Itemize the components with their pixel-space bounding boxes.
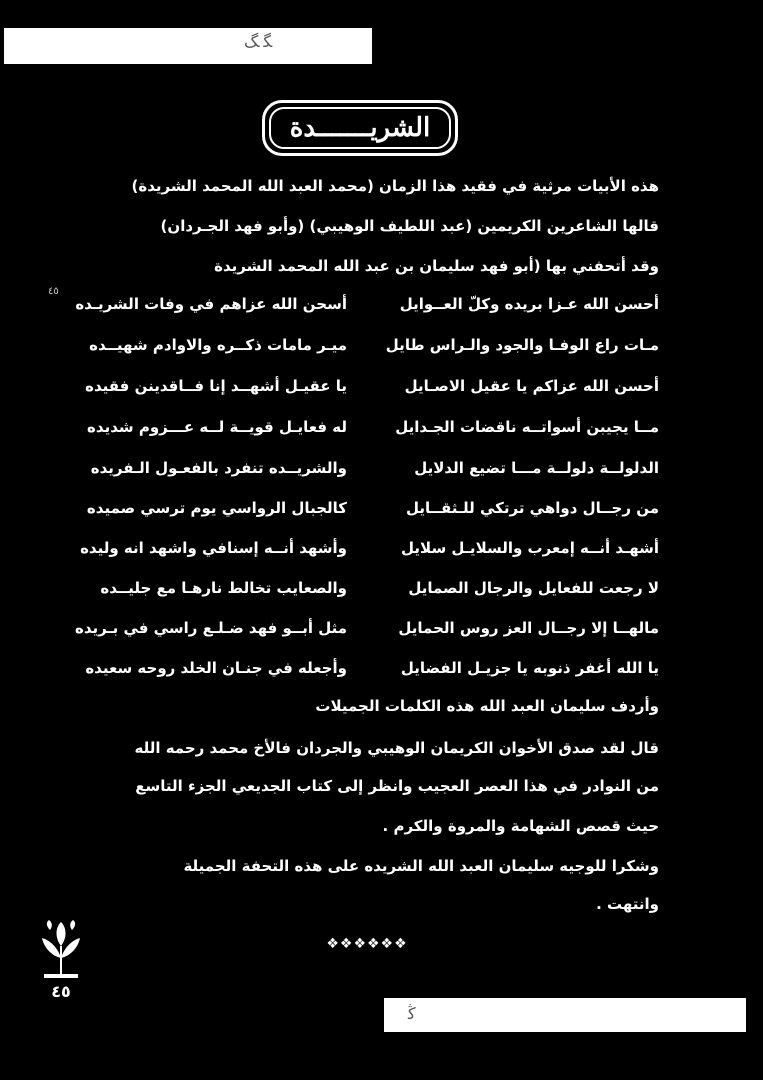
- outro-line: وشكرا للوجيه سليمان العبد الله الشريده على هذه التحفة الجميلة: [183, 857, 659, 875]
- verse-first-half: مالهــا إلا رجــال العز روس الحمايل: [398, 619, 659, 637]
- verse-first-half: أحسن الله عزاكم يا عقيل الاصـايل: [404, 377, 659, 395]
- verse-first-half: لا رجعت للفعايل والرجال الصمايل: [408, 579, 659, 597]
- verse-row: [56, 616, 659, 646]
- outro-line: حيث قصص الشهامة والمروة والكرم .: [382, 817, 659, 835]
- verse-second-half: ميـر مامات ذكــره والاوادم شهيــده: [89, 336, 347, 354]
- verse-second-half: أسحن الله عزاهم في وفات الشريـده: [75, 295, 347, 313]
- margin-mark: ٤٥: [48, 286, 59, 297]
- scan-strip-bottom: [384, 998, 746, 1032]
- verse-second-half: والشريــده تنفرد بالفعـول الـفريده: [90, 459, 347, 477]
- ornament-divider: ❖❖❖❖❖❖: [326, 936, 408, 952]
- title-frame: [262, 100, 458, 156]
- verse-first-half: أحسن الله عـزا بريده وكلّ العــوايل: [399, 295, 659, 313]
- outro-line: وانتهت .: [596, 895, 659, 913]
- plant-icon: [38, 918, 84, 982]
- verse-second-half: يا عقيـل أشهــد إنا فــاقدينن فقيده: [85, 377, 347, 395]
- scan-strip-top: [4, 28, 372, 64]
- verse-first-half: الدلولــة دلولــة مـــا تضيع الدلايل: [414, 459, 659, 477]
- verse-row: [56, 292, 659, 322]
- intro-line: وقد أتحفني بها (أبو فهد سليمان بن عبد الله المحمد الشريدة: [214, 257, 659, 275]
- verse-row: [56, 374, 659, 404]
- verse-row: [56, 536, 659, 566]
- verse-first-half: أشهـد أنــه إمعرب والسلايـل سلايل: [401, 539, 659, 557]
- intro-line: هذه الأبيات مرثية في فقيد هذا الزمان (محمد العبد الله المحمد الشريدة): [131, 177, 659, 195]
- verse-row: [56, 456, 659, 486]
- page-number: ٤٥: [51, 982, 71, 1001]
- verse-first-half: مـات راع الوفـا والجود والـراس طايل: [385, 336, 659, 354]
- verse-second-half: له فعايـل قويــة لــه عـــزوم شديده: [87, 418, 347, 436]
- verse-row: [56, 496, 659, 526]
- verse-row: [56, 333, 659, 363]
- verse-first-half: من رجــال دواهي ترتكي للـثقــايل: [406, 499, 659, 517]
- verse-second-half: وأجعله في جنـان الخلد روحه سعيده: [85, 659, 347, 677]
- verse-second-half: مثل أبــو فهد ضـلـع راسي في بـريده: [74, 619, 347, 637]
- verse-second-half: كالجبال الرواسي يوم ترسي صميده: [86, 499, 347, 517]
- outro-line: من النوادر في هذا العصر العجيب وانظر إلى كتاب الجديعي الجزء التاسع: [135, 777, 659, 795]
- verse-row: [56, 415, 659, 445]
- outro-line: وأردف سليمان العبد الله هذه الكلمات الجميلات: [315, 697, 659, 715]
- scribble-mark: ﮕ ﮓ: [244, 32, 273, 51]
- verse-second-half: والصعايب تخالط نارهـا مع جليــده: [100, 579, 347, 597]
- page-title: الشريـــــــدة: [269, 107, 451, 149]
- verse-first-half: يا الله أغفر ذنوبه يا جزيـل الفضايل: [400, 659, 659, 677]
- verse-row: [56, 576, 659, 606]
- verse-second-half: وأشهد أنــه إسنافي واشهد انه وليده: [80, 539, 347, 557]
- outro-line: قال لقد صدق الأخوان الكريمان الوهيبي والجردان فالأخ محمد رحمه الله: [134, 739, 659, 757]
- verse-first-half: مــا يجيبن أسواتــه ناقضات الجـدايل: [395, 418, 659, 436]
- scribble-mark: ﯕ: [408, 1004, 416, 1023]
- intro-line: قالها الشاعرين الكريمين (عبد اللطيف الوهيبي) (وأبو فهد الجـردان): [160, 217, 659, 235]
- verse-row: [56, 656, 659, 686]
